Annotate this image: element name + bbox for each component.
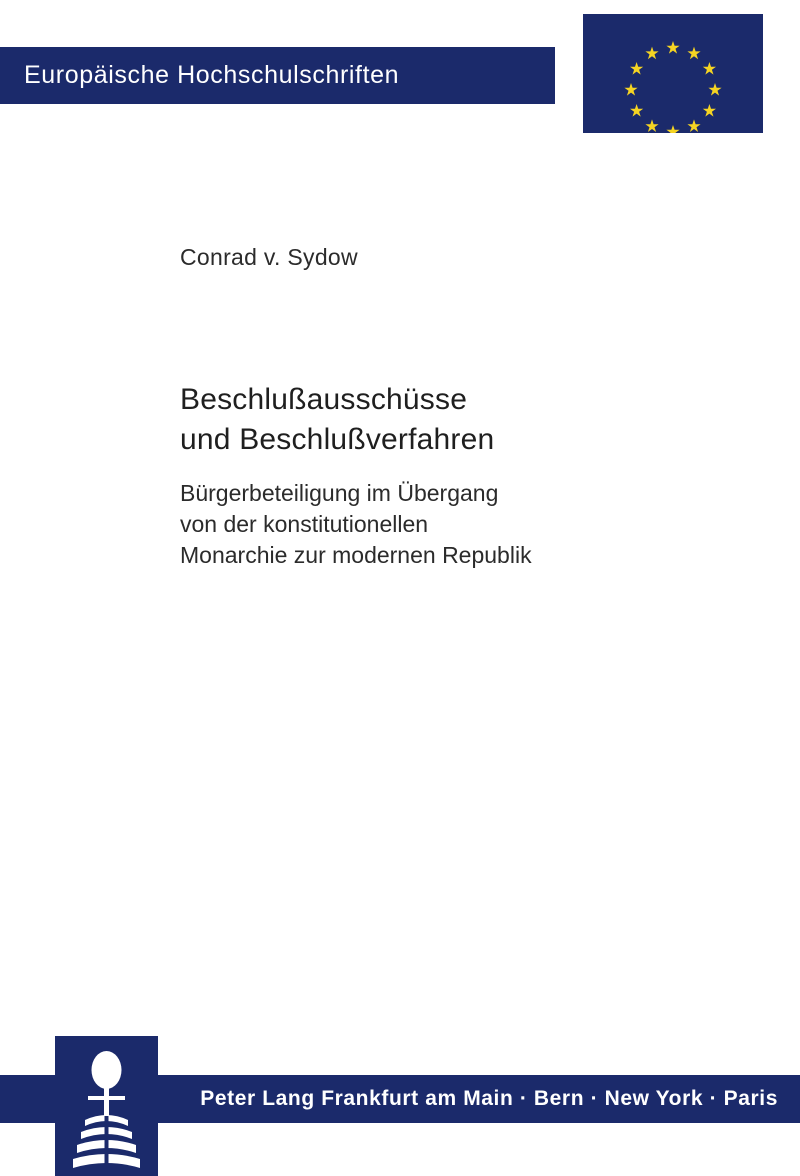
author-name: Conrad v. Sydow [180,244,358,270]
book-title-line-2: und Beschlußverfahren [180,423,495,456]
book-subtitle-line-1: Bürgerbeteiligung im Übergang [180,480,499,506]
series-banner [0,47,555,104]
book-subtitle-line-3: Monarchie zur modernen Republik [180,542,532,568]
publisher-imprint: Peter Lang Frankfurt am Main · Bern · New York · Paris [200,1087,778,1110]
series-title: Europäische Hochschulschriften [24,61,400,89]
european-union-flag [583,14,763,133]
book-subtitle-line-2: von der konstitutionellen [180,511,429,537]
peter-lang-publisher-logo [55,1036,158,1176]
book-subtitle [180,478,760,571]
book-title-line-1: Beschlußausschüsse [180,383,468,416]
book-title [180,380,740,460]
